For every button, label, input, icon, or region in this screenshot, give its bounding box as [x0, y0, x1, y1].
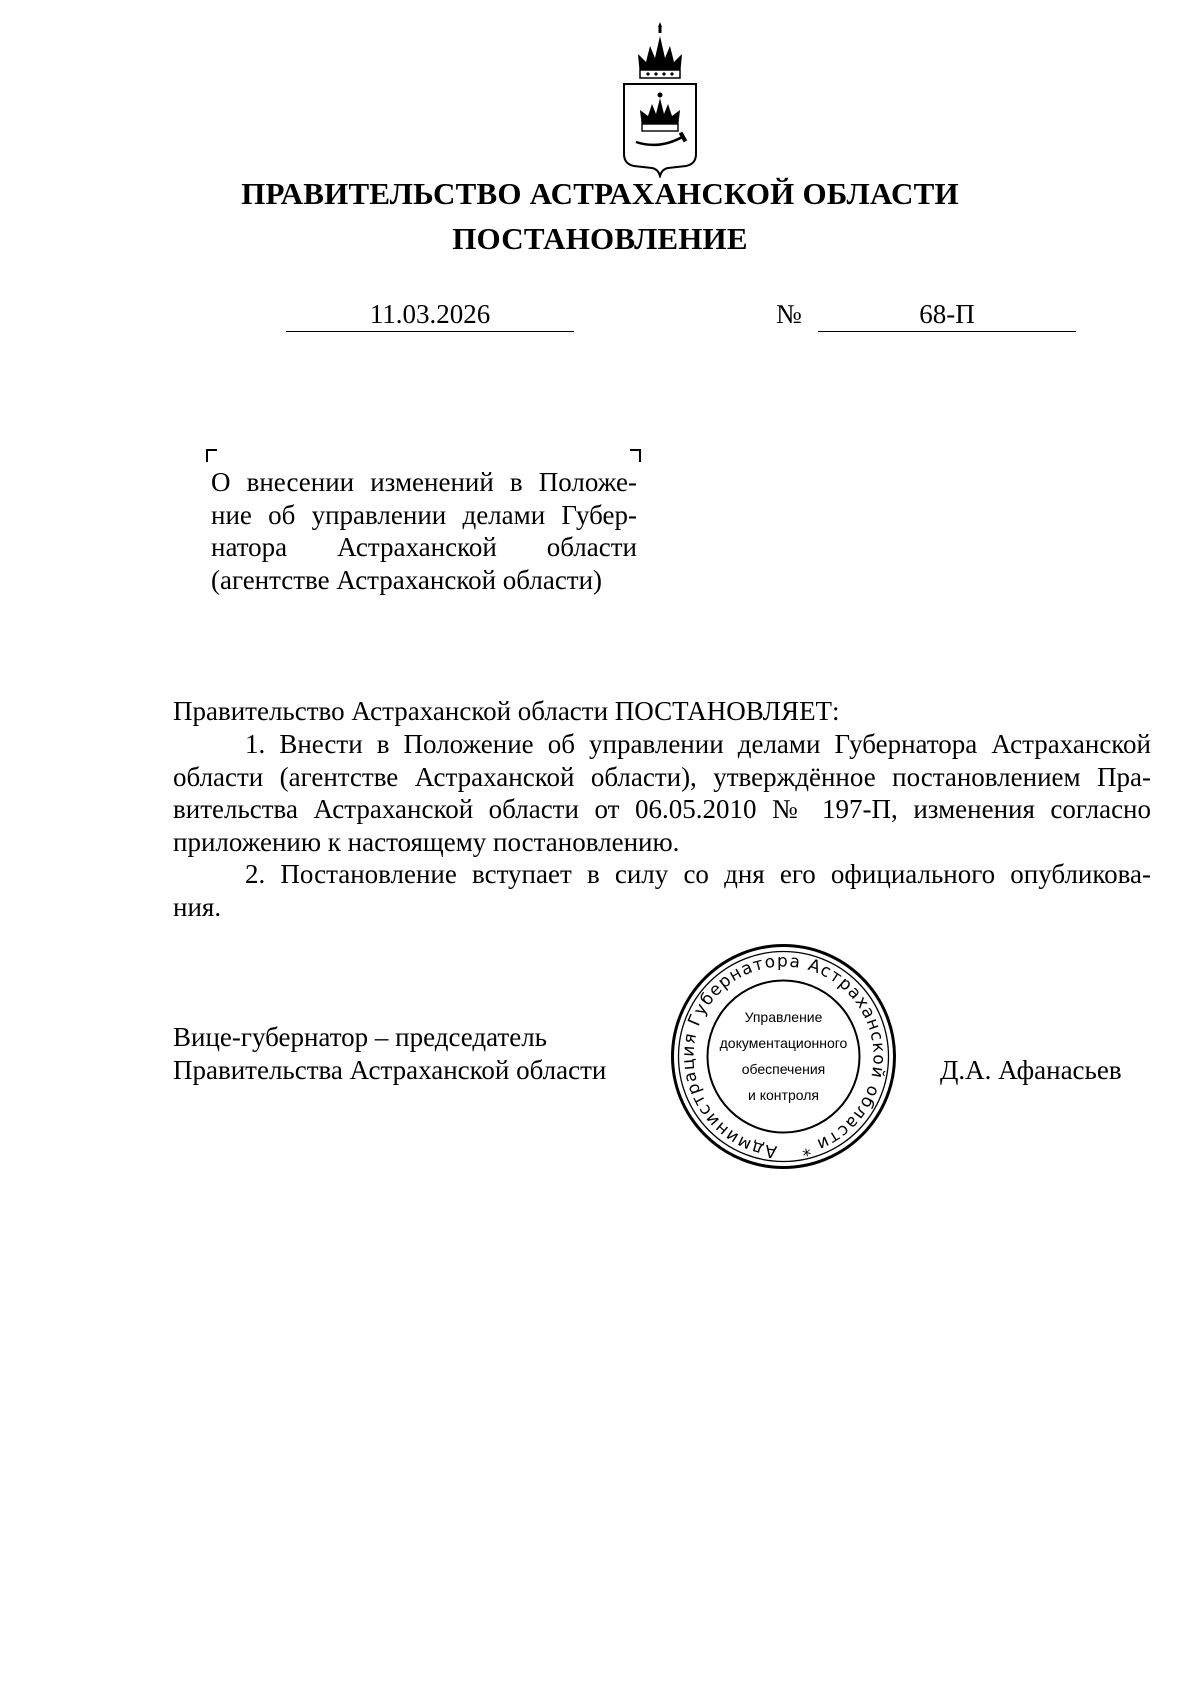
official-stamp: [669, 942, 898, 1171]
organization-title: ПРАВИТЕЛЬСТВО АСТРАХАНСКОЙ ОБЛАСТИ: [241, 176, 959, 211]
paragraph-line: приложению к настоящему постановлению.: [173, 826, 680, 857]
paragraph-line: 1. Внести в Положение об управлении делами Губернатора Астраханской: [245, 729, 1151, 759]
body-paragraph-2: [173, 858, 1151, 923]
subject-line: натора Астраханской области: [211, 532, 637, 562]
paragraph-line: вительства Астраханской области от 06.05.2010 № 197-П, изменения согласно: [173, 794, 1151, 824]
signatory-position: [173, 1021, 606, 1086]
signatory-name: Д.А. Афанасьев: [940, 1055, 1122, 1085]
stamp-center-line: Управление: [744, 1009, 823, 1025]
document-subject: [211, 466, 637, 596]
signatory-position-line: Правительства Астраханской области: [173, 1054, 607, 1085]
document-number: 68-П: [818, 297, 1076, 332]
coat-of-arms-emblem: [618, 18, 702, 178]
stamp-center-line: обеспечения: [741, 1061, 826, 1077]
paragraph-line: области (агентстве Астраханской области), утверждённое постановлением Пра-: [173, 761, 1151, 792]
subject-line: (агентстве Астраханской области): [211, 564, 603, 595]
stamp-center-line: и контроля: [748, 1087, 819, 1103]
subject-bracket-right: [630, 449, 641, 462]
number-sign: №: [776, 299, 802, 329]
body-paragraph-1: [173, 728, 1151, 858]
subject-line: О внесении изменений в Положе-: [211, 467, 637, 497]
svg-text:Администрация Губернатора Астр: [678, 951, 888, 1161]
stamp-ring-text: Администрация Губернатора Астраханской области *: [678, 951, 889, 1162]
document-date: 11.03.2026: [286, 297, 574, 332]
stamp-center-line: документационного: [719, 1035, 848, 1051]
signatory-position-line: Вице-губернатор – председатель: [173, 1022, 547, 1052]
subject-line: ние об управлении делами Губер-: [211, 499, 637, 530]
body-intro: Правительство Астраханской области ПОСТАНОВЛЯЕТ:: [173, 696, 840, 726]
subject-bracket-left: [206, 449, 217, 462]
paragraph-line: 2. Постановление вступает в силу со дня его официального опубликова-: [245, 859, 1151, 889]
paragraph-line: ния.: [173, 891, 222, 922]
document-type-title: ПОСТАНОВЛЕНИЕ: [452, 221, 748, 256]
